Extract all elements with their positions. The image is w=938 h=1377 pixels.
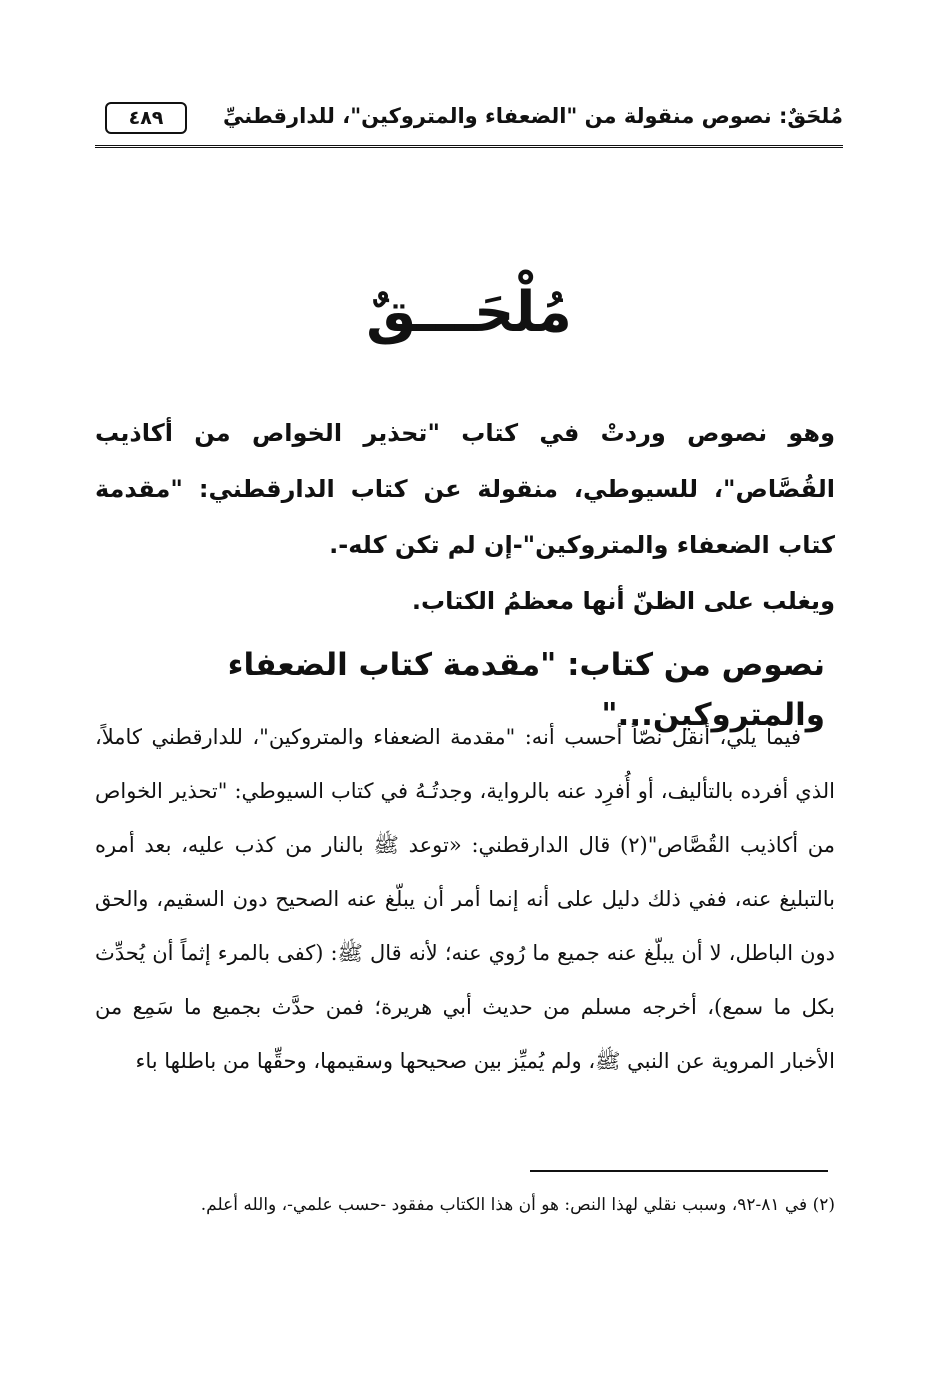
intro-paragraph-1: وهو نصوص وردتْ في كتاب "تحذير الخواص من أكاذيب القُصَّاص"، للسيوطي، منقولة عن كتاب الدارقطني: "مقدمة كتاب الضعفاء والمتروكين"-إن لم تكن كله-.	[95, 419, 835, 559]
footnote	[95, 1186, 835, 1224]
footnote-text: (٢) في ٨١-٩٢، وسبب نقلي لهذا النص: هو أن هذا الكتاب مفقود -حسب علمي-، والله أعلم.	[200, 1195, 835, 1215]
running-header	[95, 98, 843, 144]
section-title: مُلْحَـــقٌ	[366, 280, 572, 345]
body-text	[95, 710, 835, 1088]
header-divider	[95, 145, 843, 148]
footnote-divider	[530, 1170, 828, 1172]
page-number: ٤٨٩	[105, 102, 187, 134]
running-header-title: مُلحَقٌ: نصوص منقولة من "الضعفاء والمتروكين"، للدارقطنيِّ	[223, 104, 843, 128]
body-paragraph: فيما يلي، أنقل نصّاً أحسب أنه: "مقدمة الضعفاء والمتروكين"، للدارقطني كاملاً، الذي أفرده بالتأليف، أو أُفرِد عنه بالرواية، وجدتُـهُ في كتاب السيوطي: "تحذير الخواص من أكاذيب القُصَّاص"(٢) قال الدارقطني: «توعد ﷺ بالنار من كذب عليه، بعد أمره بالتبليغ عنه، ففي ذلك دليل على أنه إنما أمر أن يبلّغ عنه الصحيح دون السقيم، والحق دون الباطل، لا أن يبلّغ عنه جميع ما رُوي عنه؛ لأنه قال ﷺ: (كفى بالمرء إثماً أن يُحدِّث بكل ما سمع)، أخرجه مسلم من حديث أبي هريرة؛ فمن حدَّث بجميع ما سَمِع من الأخبار المروية عن النبي ﷺ، ولم يُميِّز بين صحيحها وسقيمها، وحقِّها من باطلها باء	[95, 725, 835, 1073]
intro-paragraph-2: ويغلب على الظنّ أنها معظمُ الكتاب.	[411, 587, 835, 615]
subheading: نصوص من كتاب: "مقدمة كتاب الضعفاء والمتروكين..."	[227, 647, 825, 733]
intro-block	[95, 405, 835, 629]
